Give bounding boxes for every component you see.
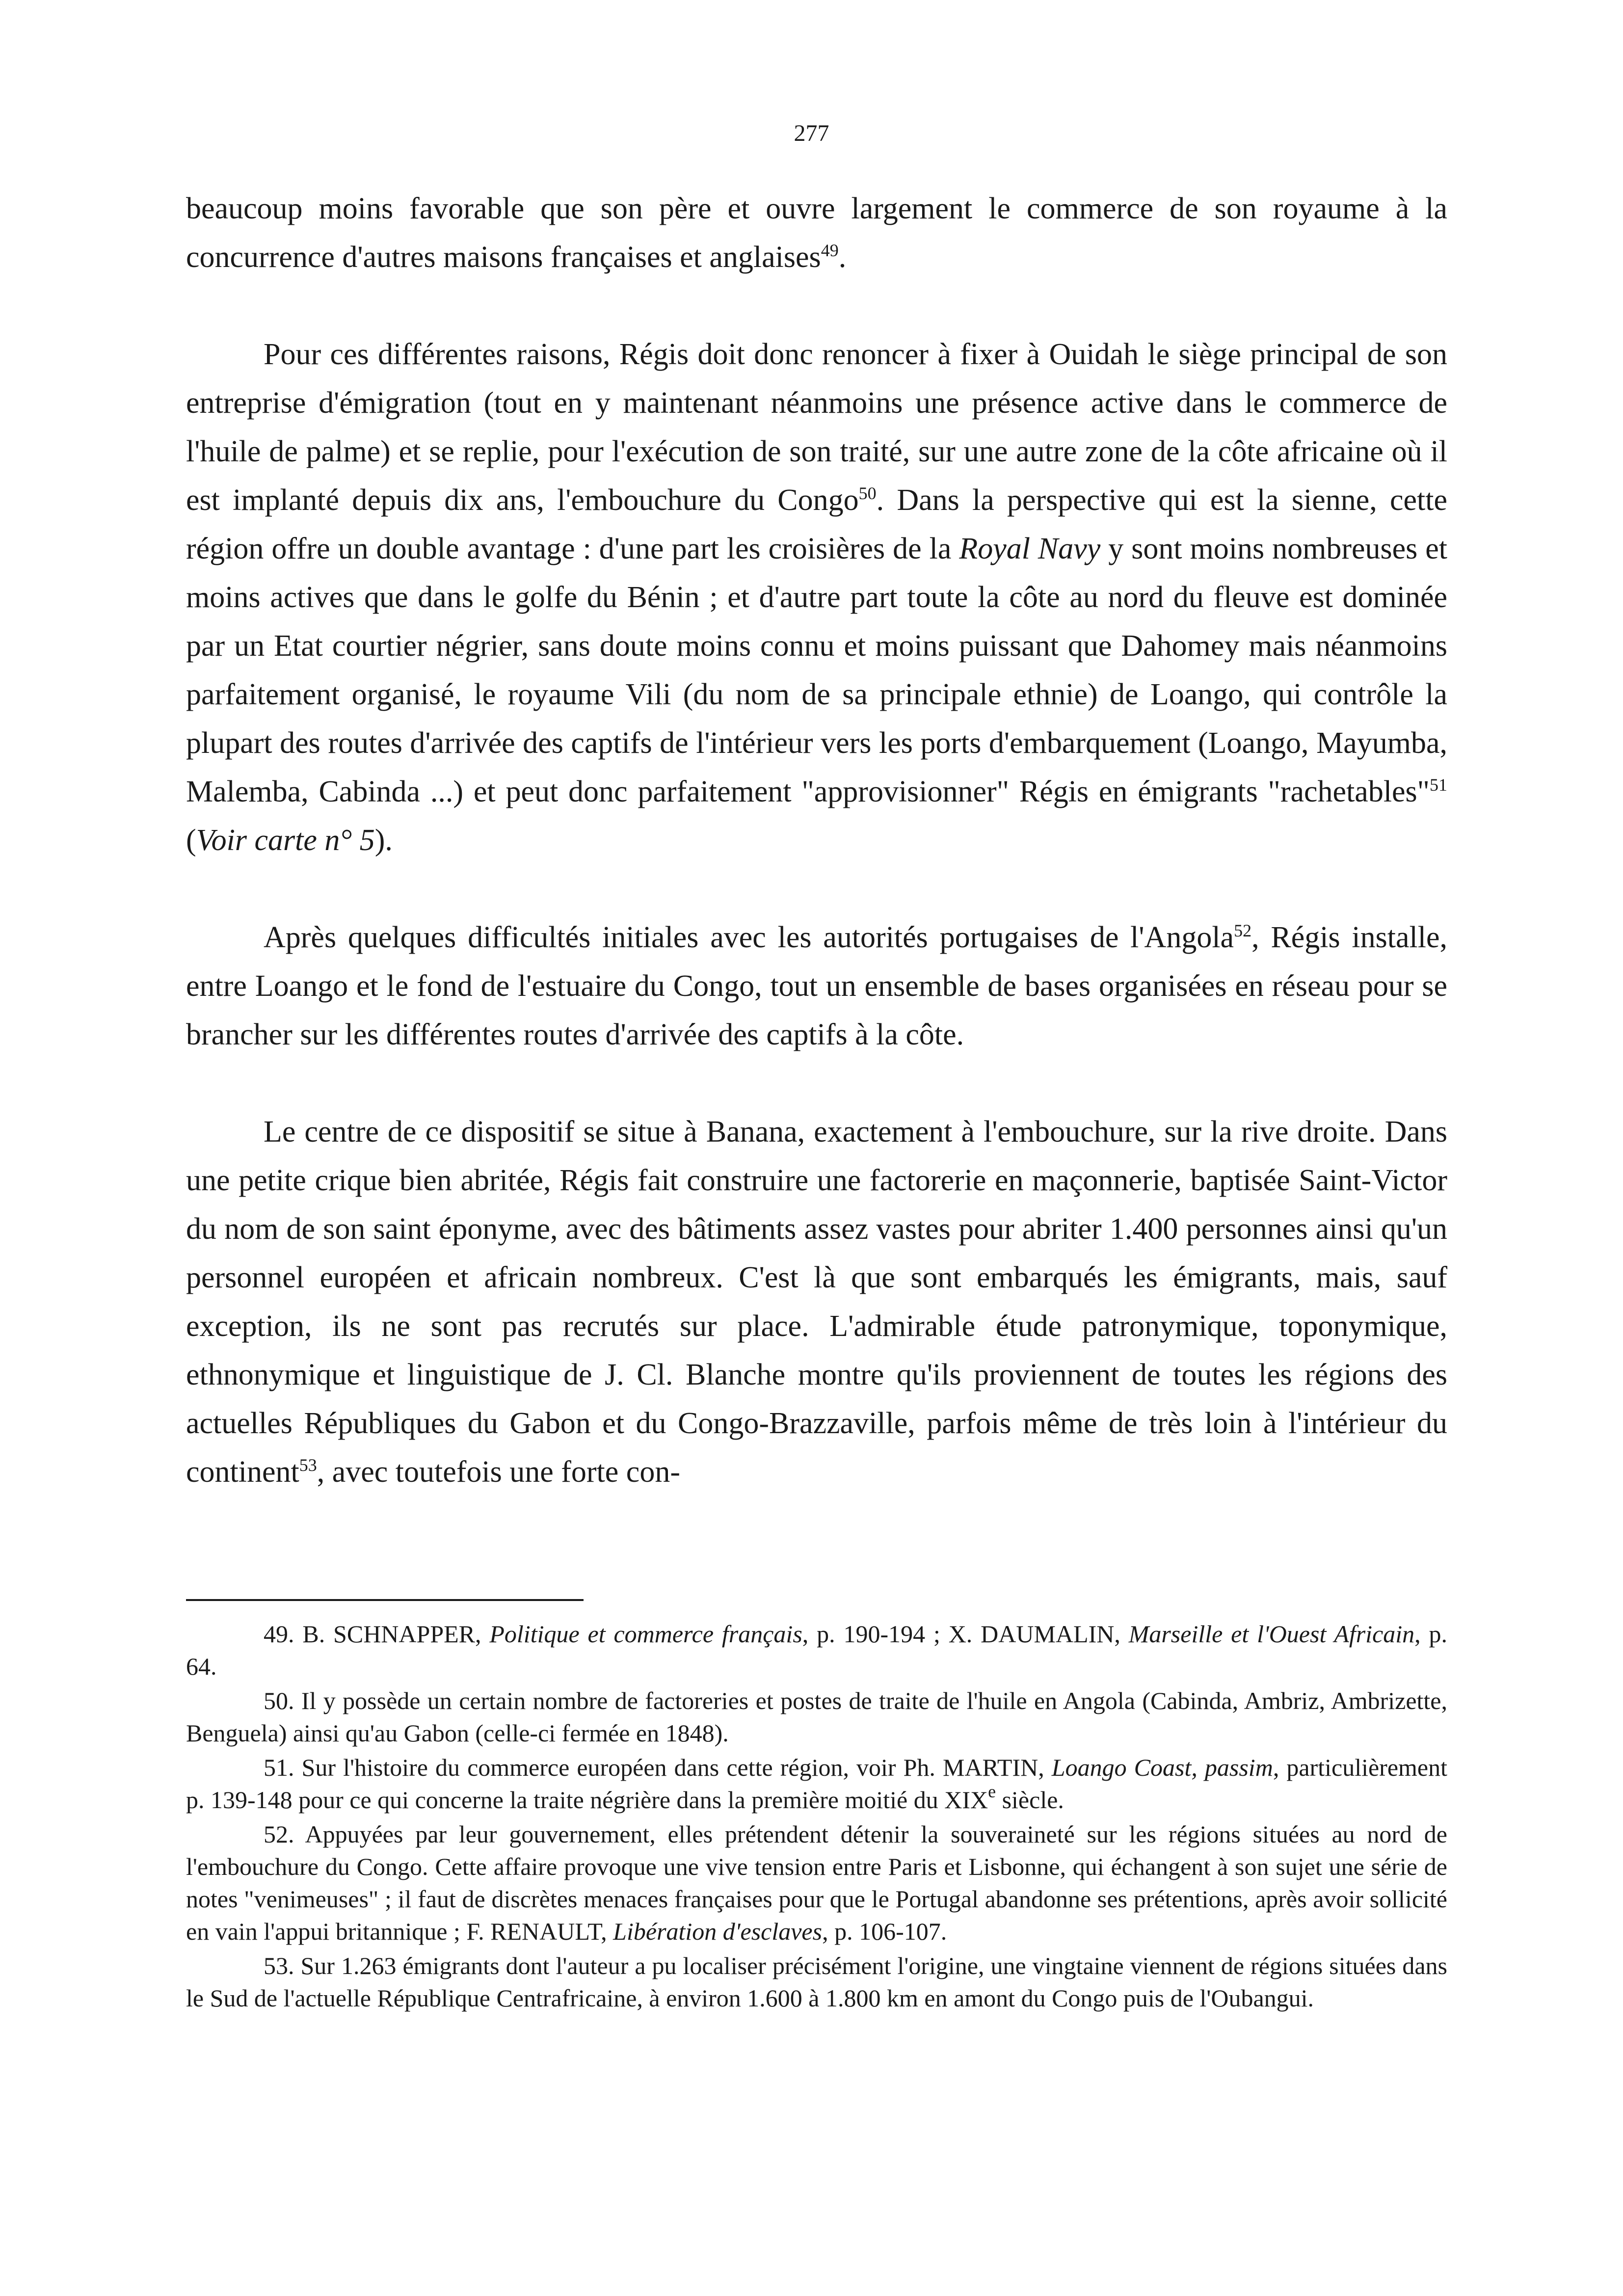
text-run: . Dans la perspective qui est la sienne, cette région offre un double avantage : d'une part les croisières de la (186, 483, 1447, 565)
text-run: y sont moins nombreuses et moins actives que dans le golfe du Bénin ; et d'autre part toute la côte au nord du fleuve est dominée par un Etat courtier négrier, sans doute moins connu et moins puissant que Dahomey mais néanmoins parfaitement organisé, le royaume Vili (du nom de sa principale ethnie) de Loango, qui contrôle la plupart des routes d'arrivée des captifs de l'intérieur vers les ports d'embarquement (Loango, Mayumba, Malemba, Cabinda ...) et peut donc parfaitement "approvisionner" Régis en émigrants "rachetables" (186, 532, 1447, 808)
text-run: ). (374, 824, 393, 857)
italic-text: Marseille et l'Ouest Africain (1128, 1620, 1415, 1648)
page-number: 277 (794, 120, 829, 146)
italic-text: Voir carte n° 5 (196, 824, 375, 857)
paragraph (186, 913, 1447, 1059)
text-run: , particulièrement p. 139-148 pour ce qui concerne la traite négrière dans la première moitié du XIX (186, 1754, 1447, 1814)
footnote-reference: 53 (299, 1455, 317, 1475)
text-run: ( (186, 824, 196, 857)
footnote-reference: 50 (858, 483, 877, 503)
text-run: siècle. (996, 1786, 1064, 1814)
italic-text: Libération d'esclaves (613, 1918, 823, 1945)
footnote (186, 1751, 1447, 1816)
italic-text: Politique et commerce français (489, 1620, 802, 1648)
text-run: , p. 190-194 ; X. DAUMALIN, (802, 1620, 1129, 1648)
body-text (186, 185, 1447, 1496)
footnote-reference: 51 (1430, 775, 1447, 795)
footnote (186, 1949, 1447, 2014)
text-run: 53. Sur 1.263 émigrants dont l'auteur a pu localiser précisément l'origine, une vingtaine viennent de régions situées dans le Sud de l'actuelle République Centrafricaine, à environ 1.600 à 1.800 km en amont du Congo puis de l'Oubangui. (186, 1952, 1447, 2012)
text-run: . (838, 240, 847, 274)
text-run: , Régis installe, entre Loango et le fond de l'estuaire du Congo, tout un ensemble de bases organisées en réseau pour se brancher sur les différentes routes d'arrivée des captifs à la côte. (186, 921, 1448, 1051)
text-run: beaucoup moins favorable que son père et ouvre largement le commerce de son royaume à la concurrence d'autres maisons françaises et anglaises (186, 192, 1447, 274)
text-run: , p. 64. (186, 1620, 1448, 1680)
paragraph (186, 330, 1447, 865)
text-run: Le centre de ce dispositif se situe à Banana, exactement à l'embouchure, sur la rive droite. Dans une petite crique bien abritée, Régis fait construire une factorerie en maçonnerie, baptisée Saint-Victor du nom de son saint éponyme, avec des bâtiments assez vastes pour abriter 1.400 personnes ainsi qu'un personnel européen et africain nombreux. C'est là que sont embarqués les émigrants, mais, sauf exception, ils ne sont pas recrutés sur place. L'admirable étude patronymique, toponymique, ethnonymique et linguistique de J. Cl. Blanche montre qu'ils proviennent de toutes les régions des actuelles Républiques du Gabon et du Congo-Brazzaville, parfois même de très loin à l'intérieur du continent (186, 1115, 1447, 1489)
text-run: Pour ces différentes raisons, Régis doit donc renoncer à fixer à Ouidah le siège principal de son entreprise d'émigration (tout en y maintenant néanmoins une présence active dans le commerce de l'huile de palme) et se replie, pour l'exécution de son traité, sur une autre zone de la côte africaine où il est implanté depuis dix ans, l'embouchure du Congo (186, 338, 1447, 517)
footnote-reference: 52 (1234, 921, 1252, 940)
footnote (186, 1684, 1447, 1749)
footnote-reference: e (988, 1782, 996, 1801)
text-run: 49. B. SCHNAPPER, (264, 1620, 490, 1648)
text-run: , avec toutefois une forte con- (317, 1455, 680, 1489)
italic-text: Royal Navy (959, 532, 1101, 565)
footnotes (186, 1618, 1447, 2016)
footnote (186, 1818, 1447, 1948)
text-run: 52. Appuyées par leur gouvernement, elles prétendent détenir la souveraineté sur les régions situées au nord de l'embouchure du Congo. Cette affaire provoque une vive tension entre Paris et Lisbonne, qui échangent à son sujet une série de notes "venimeuses" ; il faut de discrètes menaces françaises pour que le Portugal abandonne ses prétentions, après avoir sollicité en vain l'appui britannique ; F. RENAULT, (186, 1820, 1447, 1945)
paragraph (186, 1108, 1447, 1496)
footnote-separator (186, 1599, 584, 1601)
text-run: 50. Il y possède un certain nombre de factoreries et postes de traite de l'huile en Angola (Cabinda, Ambriz, Ambrizette, Benguela) ainsi qu'au Gabon (celle-ci fermée en 1848). (186, 1687, 1447, 1747)
text-run: 51. Sur l'histoire du commerce européen dans cette région, voir Ph. MARTIN, (264, 1754, 1052, 1781)
text-run: Après quelques difficultés initiales avec les autorités portugaises de l'Angola (264, 921, 1234, 954)
footnote-reference: 49 (821, 240, 839, 260)
italic-text: Loango Coast, passim (1051, 1754, 1273, 1781)
paragraph (186, 185, 1447, 282)
footnote (186, 1618, 1447, 1682)
text-run: , p. 106-107. (822, 1918, 947, 1945)
